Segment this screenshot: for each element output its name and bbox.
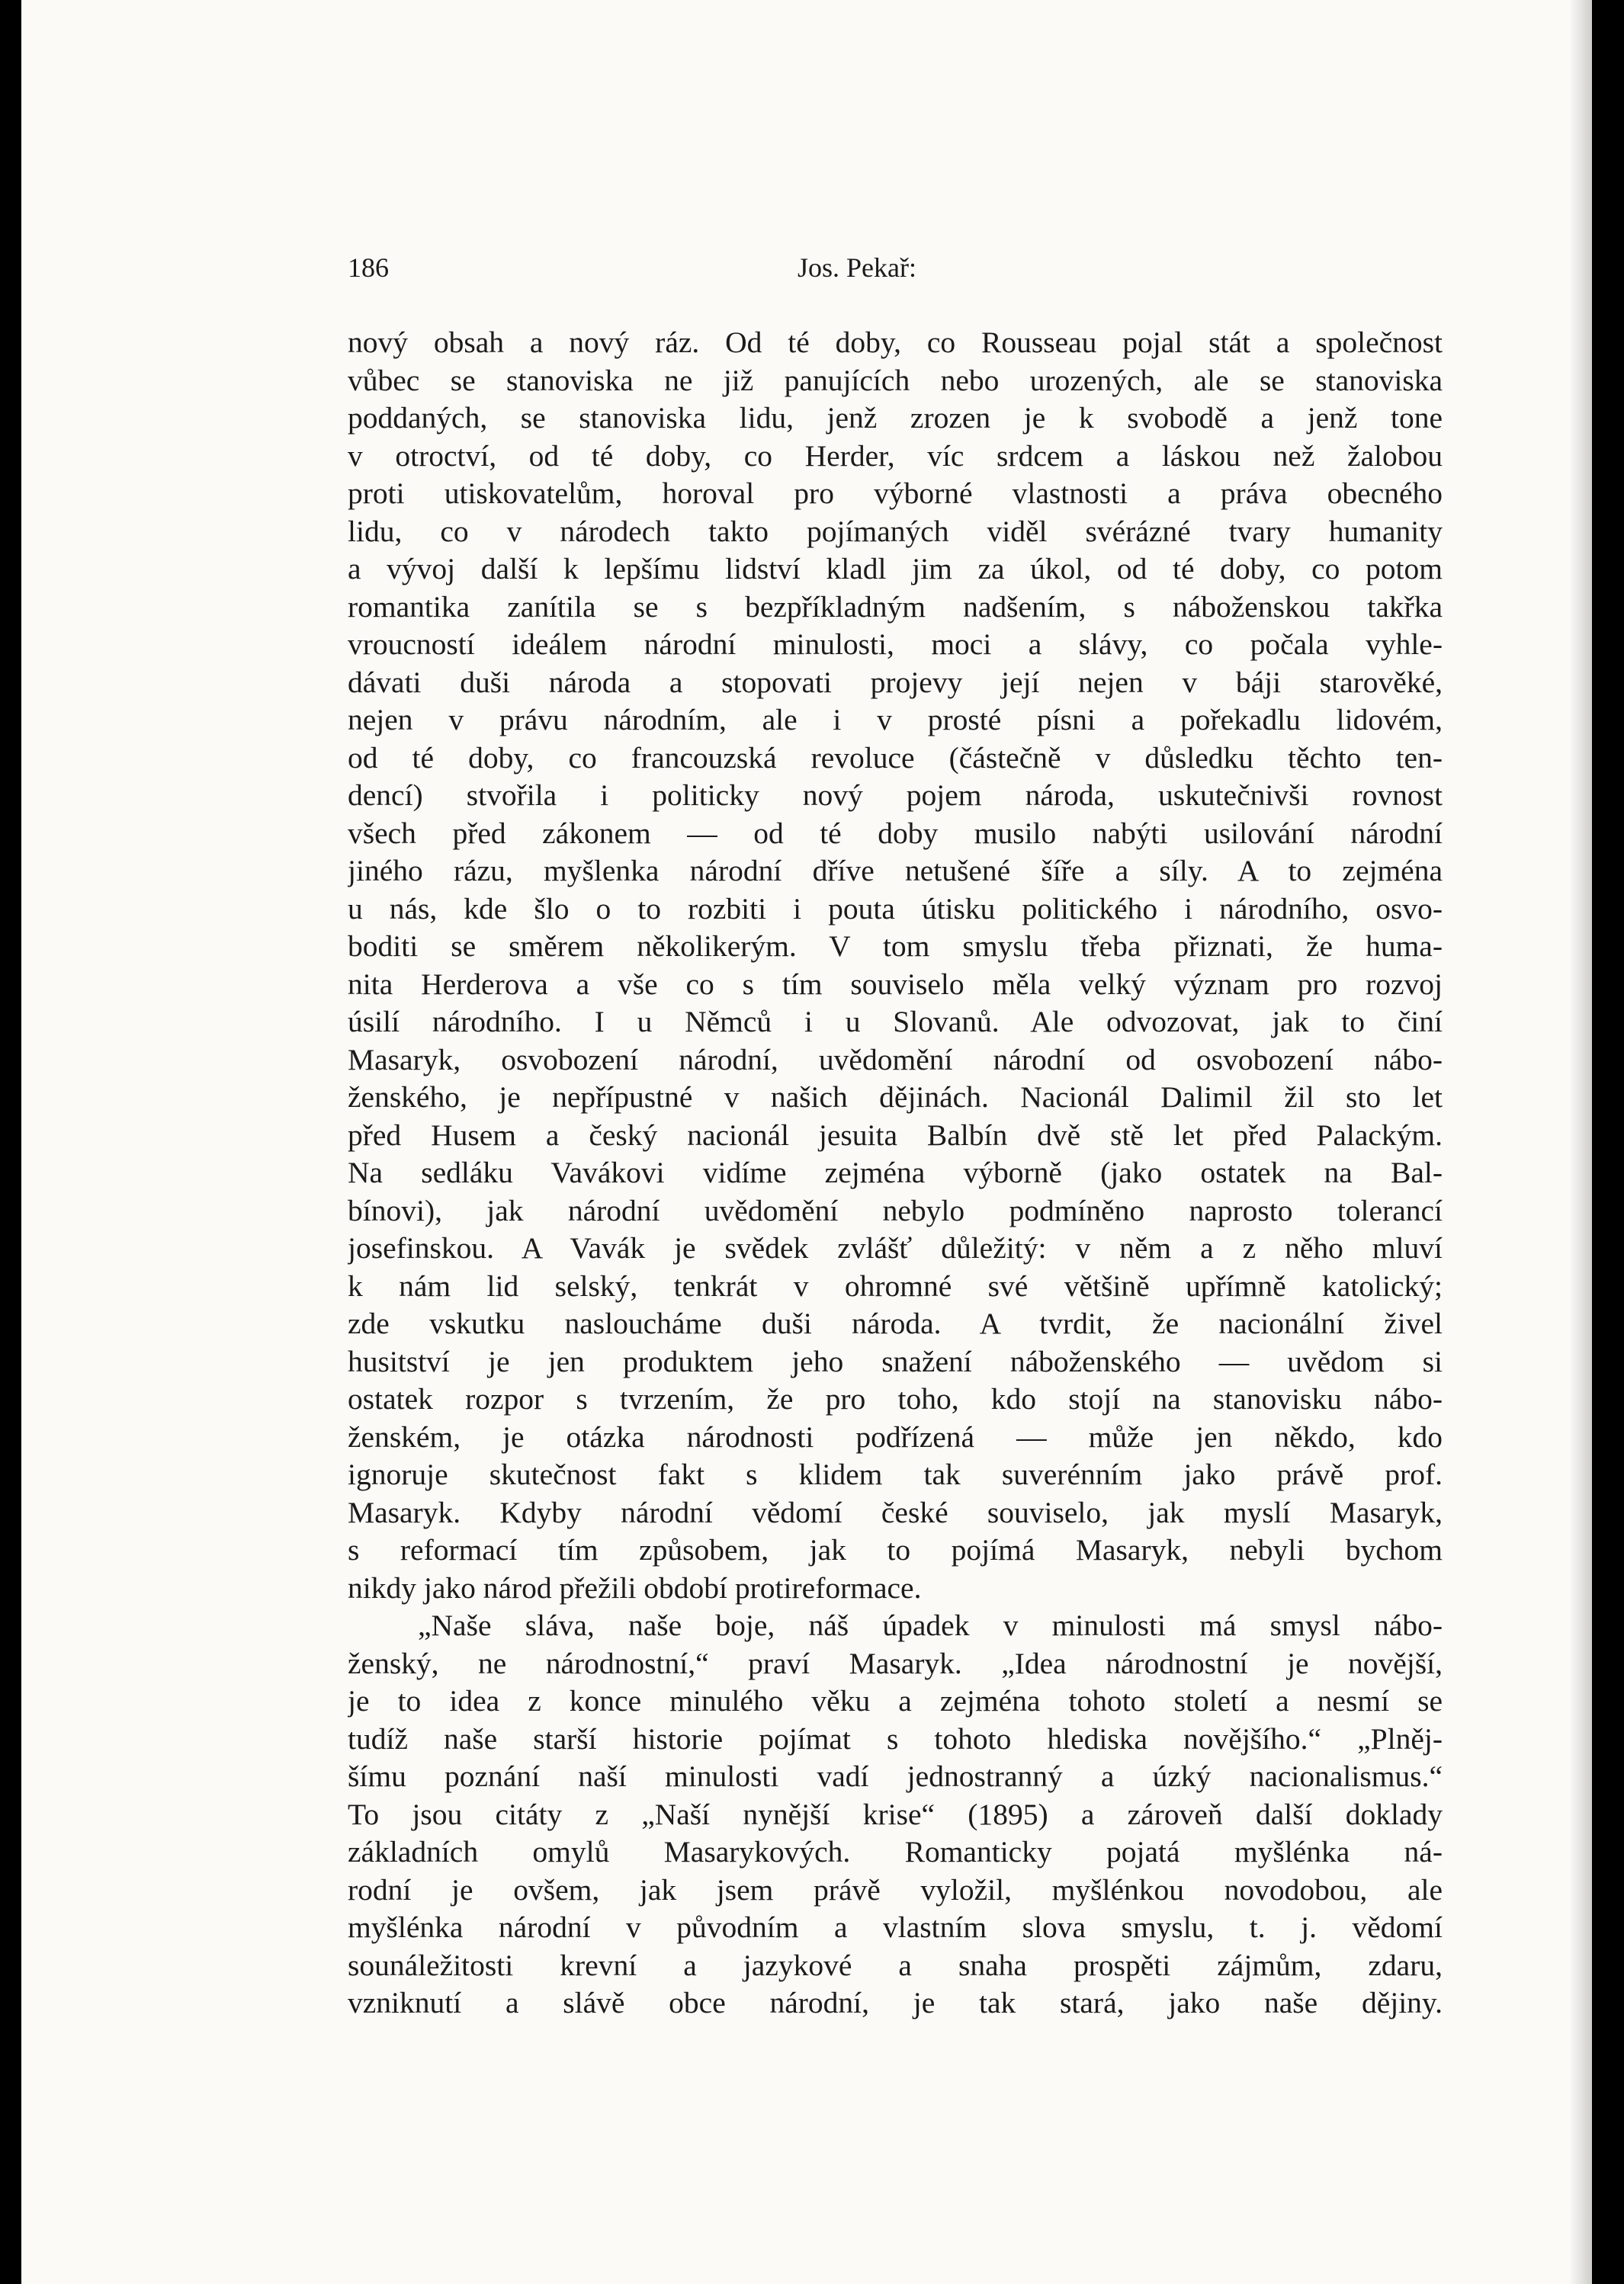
text-line: úsilí národního. I u Němců i u Slovanů. Ale odvozovat, jak to činí (348, 1005, 1443, 1038)
text-line: u nás, kde šlo o to rozbiti i pouta útisku politického i národního, osvo- (348, 891, 1443, 925)
text-line: s reformací tím způsobem, jak to pojímá Masaryk, nebyli bychom (348, 1533, 1443, 1567)
text-line: je to idea z konce minulého věku a zejména tohoto století a nesmí se (348, 1684, 1443, 1718)
text-line: proti utiskovatelům, horoval pro výborné vlastnosti a práva obecného (348, 476, 1443, 510)
text-line: vůbec se stanoviska ne již panujících nebo urozených, ale se stanoviska (348, 363, 1443, 397)
text-line: myšlénka národní v původním a vlastním slova smyslu, t. j. vědomí (348, 1910, 1443, 1944)
text-line: všech před zákonem — od té doby musilo nabýti usilování národní (348, 816, 1443, 850)
text-line: bínovi), jak národní uvědomění nebylo podmíněno naprosto tolerancí (348, 1193, 1443, 1227)
text-line: rodní je ovšem, jak jsem právě vyložil, myšlénkou novodobou, ale (348, 1872, 1443, 1907)
text-line: dávati duši národa a stopovati projevy její nejen v báji starověké, (348, 665, 1443, 699)
text-line: nita Herderova a vše co s tím souviselo měla velký význam pro rozvoj (348, 967, 1443, 1001)
paragraph-first-line: „Naše sláva, naše boje, náš úpadek v minulosti má smysl nábo- (418, 1609, 1443, 1642)
text-line: dencí) stvořila i politicky nový pojem národa, uskutečnivši rovnost (348, 778, 1443, 812)
text-line: před Husem a český nacionál jesuita Balbín dvě stě let před Palackým. (348, 1118, 1443, 1152)
text-line: sounáležitosti krevní a jazykové a snaha prospěti zájmům, zdaru, (348, 1948, 1443, 1982)
page-header (348, 252, 1443, 290)
text-line: ostatek rozpor s tvrzením, že pro toho, kdo stojí na stanovisku nábo- (348, 1382, 1443, 1416)
text-line: josefinskou. A Vavák je svědek zvlášť důležitý: v něm a z něho mluví (348, 1231, 1443, 1265)
text-line: ženského, je nepřípustné v našich dějinách. Nacionál Dalimil žil sto let (348, 1080, 1443, 1114)
text-line: poddaných, se stanoviska lidu, jenž zrozen je k svobodě a jenž tone (348, 401, 1443, 435)
text-line: k nám lid selský, tenkrát v ohromné své většině upřímně katolický; (348, 1269, 1443, 1303)
text-line: zde vskutku nasloucháme duši národa. A tvrdit, že nacionální živel (348, 1307, 1443, 1340)
page-number: 186 (348, 252, 389, 283)
text-line: šímu poznání naší minulosti vadí jednostranný a úzký nacionalismus.“ (348, 1760, 1443, 1793)
text-line: husitství je jen produktem jeho snažení náboženského — uvědom si (348, 1344, 1443, 1378)
text-line: tudíž naše starší historie pojímat s tohoto hlediska novějšího.“ „Plněj- (348, 1721, 1443, 1756)
text-line: boditi se směrem několikerým. V tom smyslu třeba přiznati, že huma- (348, 929, 1443, 963)
text-line: lidu, co v národech takto pojímaných viděl svérázné tvary humanity (348, 514, 1443, 548)
text-line: základních omylů Masarykových. Romanticky pojatá myšlénka ná- (348, 1835, 1443, 1869)
body-text (348, 324, 1443, 2023)
running-head: Jos. Pekař: (798, 252, 916, 283)
text-line: nejen v právu národním, ale i v prosté písni a pořekadlu lidovém, (348, 703, 1443, 736)
text-line: a vývoj další k lepšímu lidství kladl jim za úkol, od té doby, co potom (348, 552, 1443, 585)
text-line: ženský, ne národnostní,“ praví Masaryk. „Idea národnostní je novější, (348, 1646, 1443, 1680)
text-line: vroucností ideálem národní minulosti, moci a slávy, co počala vyhle- (348, 627, 1443, 661)
paragraph-last-line: nikdy jako národ přežili období protireformace. (348, 1570, 922, 1605)
book-page (21, 0, 1592, 2284)
text-line: nový obsah a nový ráz. Od té doby, co Rousseau pojal stát a společnost (348, 326, 1443, 359)
text-line: To jsou citáty z „Naší nynější krise“ (1895) a zároveň další doklady (348, 1797, 1443, 1831)
text-line: romantika zanítila se s bezpříkladným nadšením, s náboženskou takřka (348, 589, 1443, 624)
text-line: Na sedláku Vavákovi vidíme zejména výborně (jako ostatek na Bal- (348, 1156, 1443, 1189)
text-line: ignoruje skutečnost fakt s klidem tak suverénním jako právě prof. (348, 1458, 1443, 1491)
text-line: Masaryk, osvobození národní, uvědomění národní od osvobození nábo- (348, 1042, 1443, 1076)
text-line: vzniknutí a slávě obce národní, je tak stará, jako naše dějiny. (348, 1986, 1443, 2019)
text-line: ženském, je otázka národnosti podřízená — může jen někdo, kdo (348, 1419, 1443, 1454)
text-line: jiného rázu, myšlenka národní dříve netušené šíře a síly. A to zejména (348, 854, 1443, 887)
text-line: v otroctví, od té doby, co Herder, víc srdcem a láskou než žalobou (348, 438, 1443, 473)
text-line: Masaryk. Kdyby národní vědomí české souviselo, jak myslí Masaryk, (348, 1495, 1443, 1529)
text-line: od té doby, co francouzská revoluce (částečně v důsledku těchto ten- (348, 740, 1443, 775)
page-edge-shadow (1569, 0, 1592, 2284)
